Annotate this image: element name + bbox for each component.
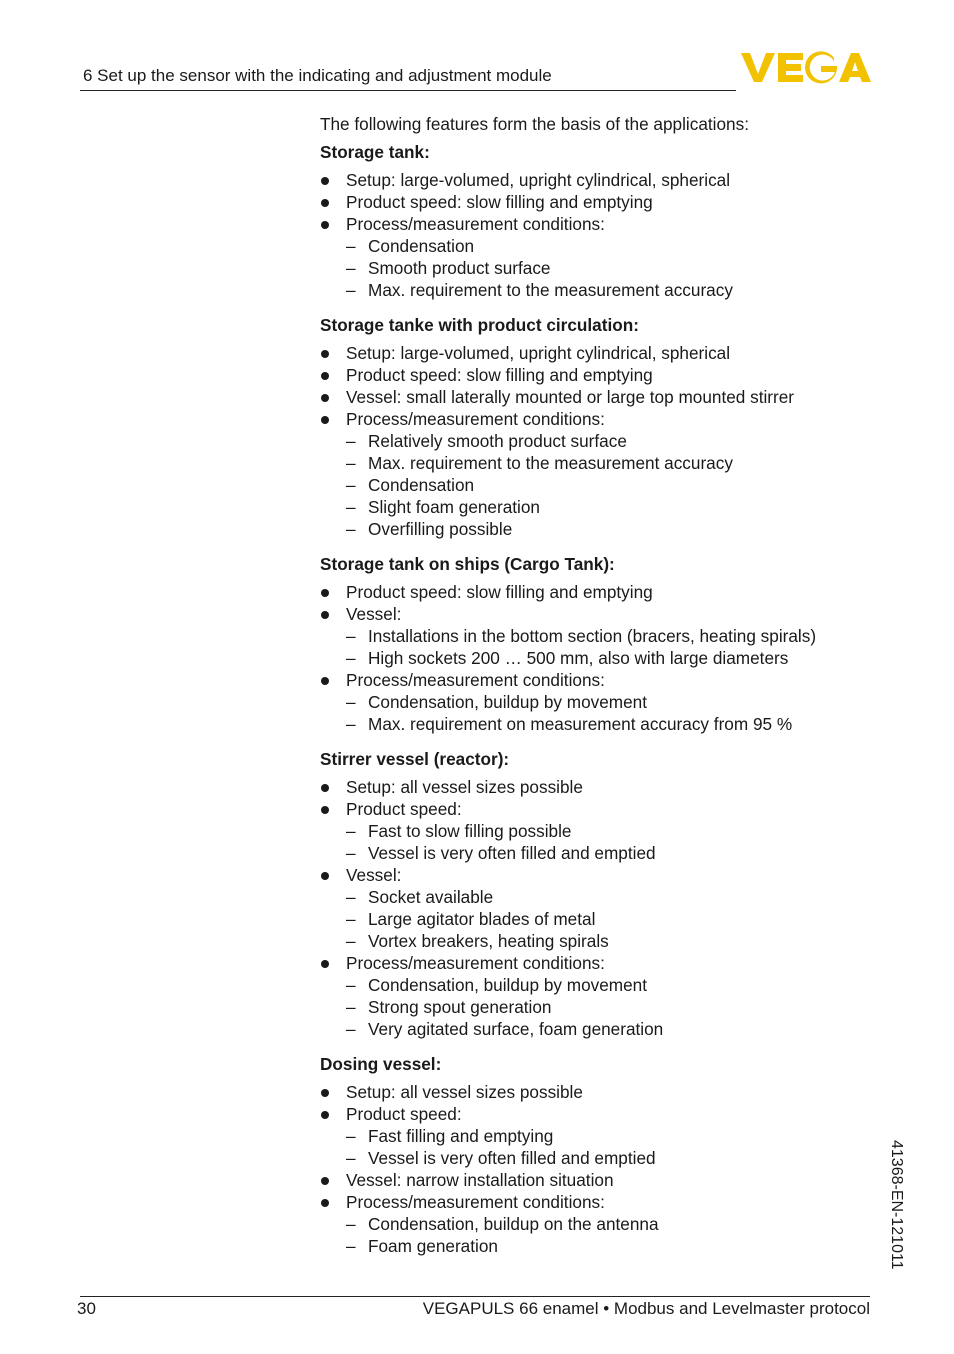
list-item	[320, 952, 880, 1040]
section-heading: Stirrer vessel (reactor):	[320, 749, 510, 769]
list-item	[320, 798, 880, 864]
logo-letter-e	[778, 53, 803, 82]
sub-list-item: – Max. requirement to the measurement accuracy	[346, 452, 880, 474]
bullet-list	[320, 1081, 880, 1257]
sub-list-item: – Fast filling and emptying	[346, 1125, 880, 1147]
sub-list-item: – Foam generation	[346, 1235, 880, 1257]
list-item-text: Product speed: slow filling and emptying	[346, 192, 653, 212]
sub-list-item: – Condensation	[346, 474, 880, 496]
sub-list-item: – Smooth product surface	[346, 257, 880, 279]
section-heading: Storage tank:	[320, 142, 430, 162]
page-number: 30	[77, 1299, 96, 1318]
section-heading: Storage tank on ships (Cargo Tank):	[320, 554, 615, 574]
list-item	[320, 864, 880, 952]
sub-list-item: – Strong spout generation	[346, 996, 880, 1018]
footer-title: VEGAPULS 66 enamel • Modbus and Levelmaster protocol	[422, 1299, 870, 1318]
header-rule	[80, 90, 736, 91]
logo-letter-a	[839, 53, 871, 82]
list-item	[320, 213, 880, 301]
list-item	[320, 191, 880, 213]
sub-list-item: – Condensation, buildup by movement	[346, 691, 880, 713]
sub-list	[346, 625, 880, 669]
sub-list-item: – Vessel is very often filled and emptied	[346, 842, 880, 864]
list-item-text: Vessel: small laterally mounted or large top mounted stirrer	[346, 387, 795, 407]
bullet-list	[320, 169, 880, 301]
vega-logo	[741, 50, 873, 84]
sub-list-item: – Condensation, buildup by movement	[346, 974, 880, 996]
list-item-text: Setup: all vessel sizes possible	[346, 1082, 583, 1102]
list-item-text: Vessel: narrow installation situation	[346, 1170, 614, 1190]
sub-list	[346, 1125, 880, 1169]
bullet-list	[320, 581, 880, 735]
list-item-text: Product speed: slow filling and emptying	[346, 582, 653, 602]
list-item-text: Process/measurement conditions:	[346, 670, 605, 690]
list-item	[320, 1169, 880, 1191]
logo-letter-v	[741, 53, 775, 82]
list-item	[320, 669, 880, 735]
sub-list-item: – Very agitated surface, foam generation	[346, 1018, 880, 1040]
list-item	[320, 386, 880, 408]
list-item-text: Process/measurement conditions:	[346, 409, 605, 429]
document-body	[320, 113, 880, 1270]
list-item-text: Setup: all vessel sizes possible	[346, 777, 583, 797]
list-item	[320, 1103, 880, 1169]
intro-text: The following features form the basis of the applications:	[320, 114, 749, 134]
list-item-text: Product speed:	[346, 799, 462, 819]
sub-list-item: – Vortex breakers, heating spirals	[346, 930, 880, 952]
list-item-text: Process/measurement conditions:	[346, 953, 605, 973]
sub-list-item: – Max. requirement to the measurement accuracy	[346, 279, 880, 301]
sub-list-item: – Max. requirement on measurement accuracy from 95 %	[346, 713, 880, 735]
list-item	[320, 581, 880, 603]
section-heading: Storage tanke with product circulation:	[320, 315, 639, 335]
document-code: 41368-EN-121011	[888, 1140, 905, 1270]
sub-list-item: – Installations in the bottom section (bracers, heating spirals)	[346, 625, 880, 647]
list-item	[320, 408, 880, 540]
sub-list-item: – Vessel is very often filled and emptied	[346, 1147, 880, 1169]
sub-list-item: – Socket available	[346, 886, 880, 908]
list-item	[320, 776, 880, 798]
list-item	[320, 603, 880, 669]
logo-letter-g	[805, 51, 837, 83]
sub-list-item: – Relatively smooth product surface	[346, 430, 880, 452]
sub-list-item: – Condensation, buildup on the antenna	[346, 1213, 880, 1235]
sub-list	[346, 430, 880, 540]
sub-list-item: – Fast to slow filling possible	[346, 820, 880, 842]
list-item-text: Product speed: slow filling and emptying	[346, 365, 653, 385]
chapter-header: 6 Set up the sensor with the indicating and adjustment module	[83, 66, 552, 85]
list-item	[320, 364, 880, 386]
list-item	[320, 169, 880, 191]
list-item-text: Setup: large-volumed, upright cylindrical, spherical	[346, 343, 731, 363]
sub-list-item: – Condensation	[346, 235, 880, 257]
list-item-text: Product speed:	[346, 1104, 462, 1124]
list-item	[320, 1081, 880, 1103]
list-item-text: Process/measurement conditions:	[346, 214, 605, 234]
sub-list	[346, 820, 880, 864]
list-item-text: Vessel:	[346, 865, 402, 885]
sub-list-item: – Slight foam generation	[346, 496, 880, 518]
sub-list	[346, 974, 880, 1040]
sub-list	[346, 1213, 880, 1257]
footer-rule	[80, 1296, 870, 1297]
bullet-list	[320, 342, 880, 540]
sub-list	[346, 691, 880, 735]
list-item-text: Setup: large-volumed, upright cylindrical, spherical	[346, 170, 731, 190]
list-item-text: Process/measurement conditions:	[346, 1192, 605, 1212]
list-item	[320, 1191, 880, 1257]
list-item-text: Vessel:	[346, 604, 402, 624]
sub-list-item: – Large agitator blades of metal	[346, 908, 880, 930]
section-heading: Dosing vessel:	[320, 1054, 442, 1074]
sub-list	[346, 235, 880, 301]
list-item	[320, 342, 880, 364]
sub-list-item: – High sockets 200 … 500 mm, also with large diameters	[346, 647, 880, 669]
sections	[320, 141, 880, 1257]
sub-list	[346, 886, 880, 952]
sub-list-item: – Overfilling possible	[346, 518, 880, 540]
bullet-list	[320, 776, 880, 1040]
